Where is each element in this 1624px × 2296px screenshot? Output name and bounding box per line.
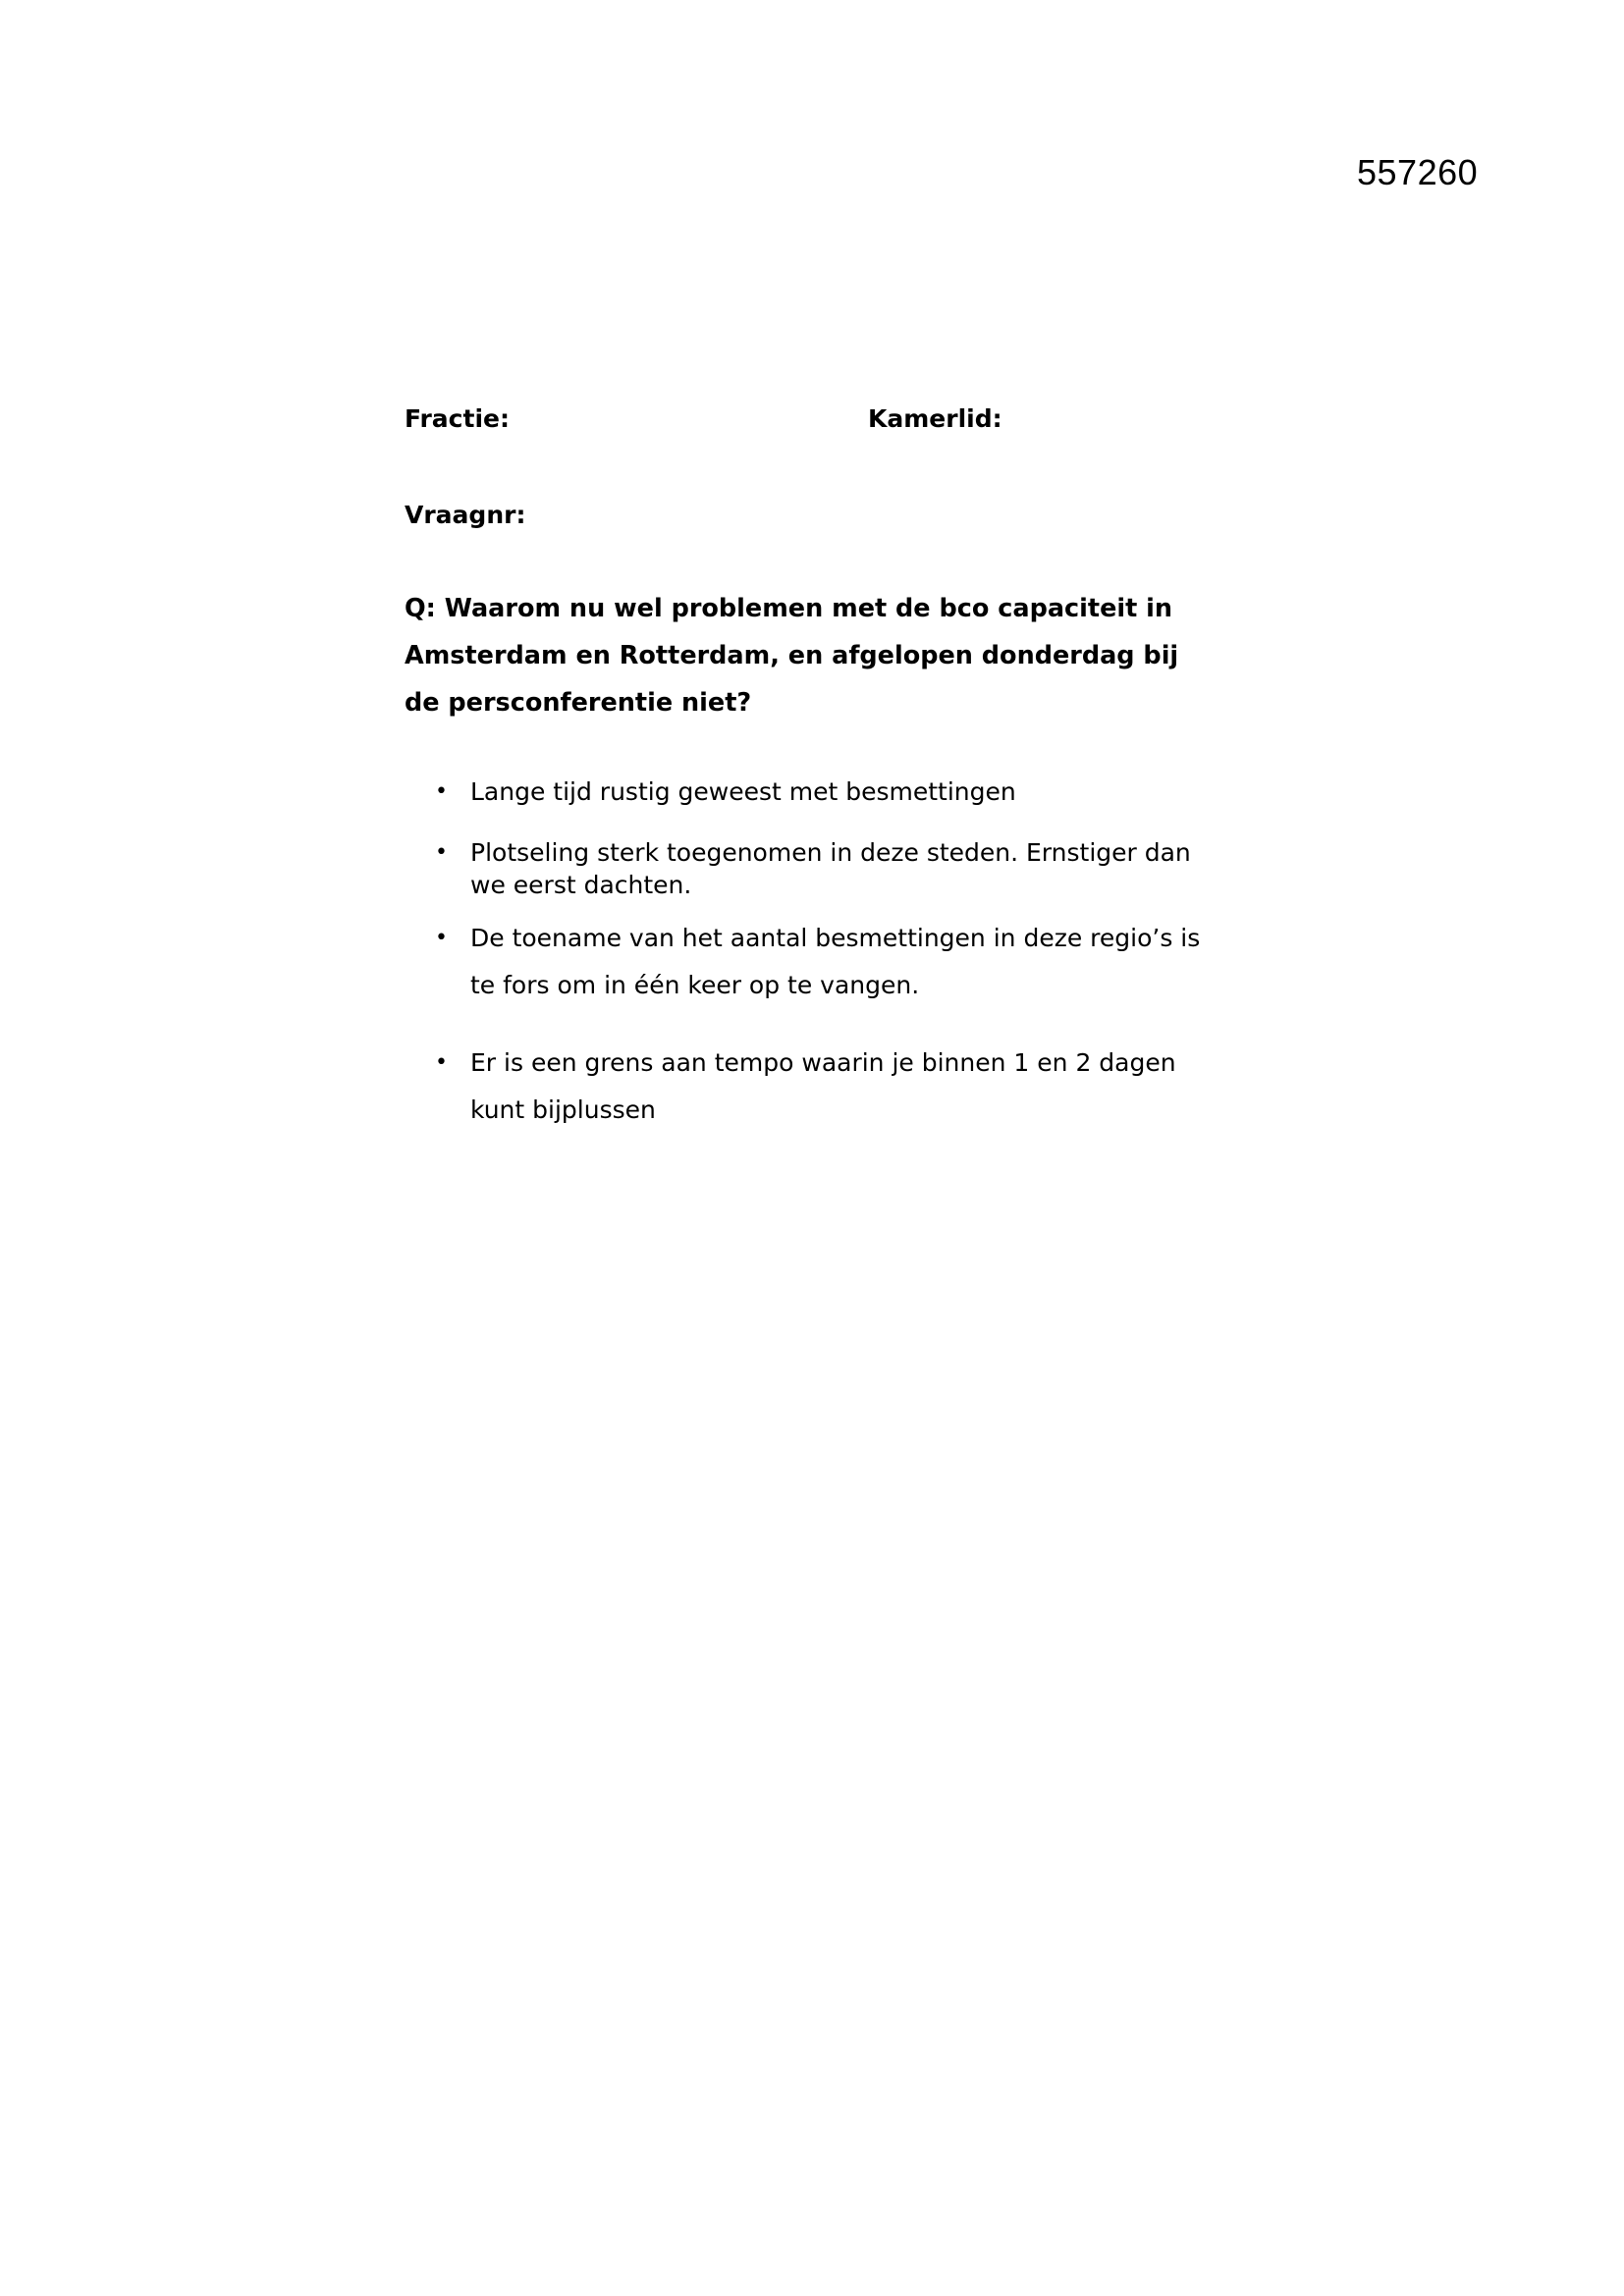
- fractie-label: Fractie:: [405, 404, 510, 433]
- bullet-icon: •: [435, 840, 448, 865]
- answer-item-text: [470, 1040, 1275, 1134]
- answer-item-line: we eerst dachten.: [470, 871, 692, 899]
- question-text: [405, 585, 1269, 726]
- answer-item-line: kunt bijplussen: [470, 1095, 656, 1124]
- bullet-icon: •: [435, 779, 448, 804]
- answer-item-line: Lange tijd rustig geweest met besmettingen: [470, 777, 1016, 806]
- kamerlid-label: Kamerlid:: [868, 404, 1002, 433]
- bullet-icon: •: [435, 926, 448, 950]
- answer-item-text: [470, 836, 1275, 901]
- answer-item-line: te fors om in één keer op te vangen.: [470, 971, 920, 999]
- question-line: de persconferentie niet?: [405, 688, 752, 718]
- answer-item-line: Plotseling sterk toegenomen in deze steden. Ernstiger dan: [470, 838, 1191, 867]
- answer-item-line: De toename van het aantal besmettingen in deze regio’s is: [470, 924, 1201, 952]
- bullet-icon: •: [435, 1050, 448, 1075]
- question-line: Amsterdam en Rotterdam, en afgelopen donderdag bij: [405, 641, 1179, 670]
- vraagnr-label: Vraagnr:: [405, 501, 526, 529]
- answer-item-line: Er is een grens aan tempo waarin je binnen 1 en 2 dagen: [470, 1048, 1176, 1077]
- question-line: Q: Waarom nu wel problemen met de bco capaciteit in: [405, 594, 1173, 623]
- document-number: 557260: [1357, 152, 1479, 192]
- answer-item-text: [470, 915, 1275, 1009]
- answer-item-text: [470, 775, 1275, 808]
